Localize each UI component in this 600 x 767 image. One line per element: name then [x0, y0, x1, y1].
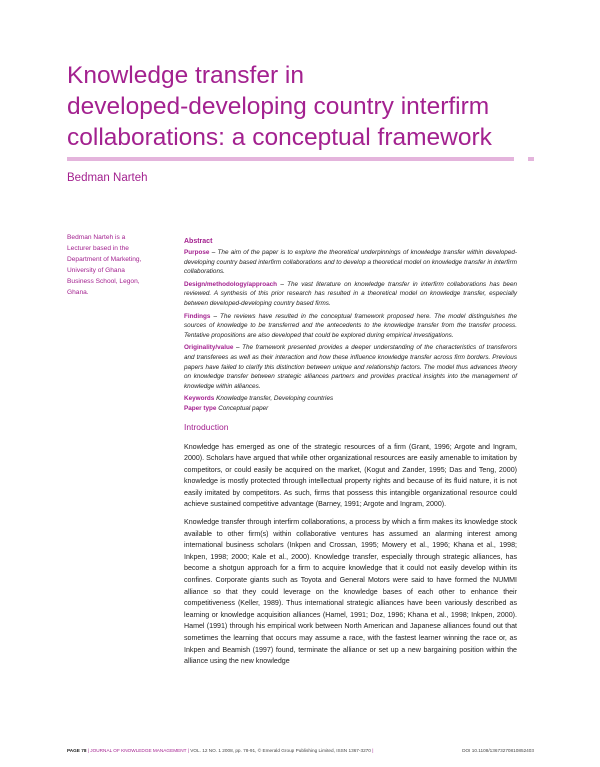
- author-bio: [67, 232, 167, 298]
- bio-line: Department of Marketing,: [67, 256, 142, 263]
- title-line: collaborations: a conceptual framework: [67, 124, 492, 151]
- page-number: PAGE 78: [67, 748, 87, 753]
- page-footer: [67, 748, 534, 753]
- abstract-purpose: [184, 248, 517, 277]
- journal-issue: VOL. 12 NO. 1 2008, pp. 78-91, © Emerald Group Publishing Limited, ISSN 1367-3270: [190, 748, 371, 753]
- title-rule-end: [528, 157, 534, 161]
- paper-type-text: Conceptual paper: [218, 404, 269, 412]
- keywords: [184, 394, 517, 404]
- abstract-originality: [184, 343, 517, 391]
- paper-type-label: Paper type: [184, 404, 217, 412]
- abstract-purpose-label: Purpose: [184, 249, 210, 256]
- abstract-findings: [184, 312, 517, 341]
- abstract-purpose-text: – The aim of the paper is to explore the theoretical underpinnings of knowledge transfer within developed-developing country based interfirm collaborations and to develop a theoretical model on knowledge transfer in interfirm collaborations.: [184, 249, 517, 276]
- title-line: Knowledge transfer in: [67, 62, 304, 89]
- bio-line: University of Ghana: [67, 267, 125, 274]
- abstract-findings-text: – The reviews have resulted in the conceptual framework proposed here. The model distinguishes the sources of knowledge to be transferred and the antecedents to the knowledge transfer from the transfer process. Tentative propositions are also developed that could be explored during empirical investigations.: [184, 312, 517, 339]
- abstract-findings-label: Findings: [184, 312, 211, 320]
- intro-paragraph: Knowledge has emerged as one of the strategic resources of a firm (Grant, 1996; Argote and Ingram, 2000). Scholars have argued that while other organizational resources are easily amenable to imitation by competitors, or could easily be acquired on the market, (Kogut and Zander, 1995; Das and Teng, 2000) knowledge is mostly protected through intellectual property rights and because of its fluid nature, it is not easily imitated by competitors. As such, firms that possess this intangible organizational resource could achieve sustained competitive advantage (Barney, 1991; Argote and Ingram, 2000).: [184, 442, 517, 509]
- title-rule: [67, 157, 514, 161]
- footer-separator: |: [187, 748, 189, 753]
- bio-line: Lecturer based in the: [67, 245, 129, 252]
- abstract-design-label: Design/methodology/approach: [184, 280, 278, 288]
- keywords-text: Knowledge transfer, Developing countries: [216, 395, 334, 403]
- footer-separator: |: [87, 748, 89, 753]
- abstract-originality-text: – The framework presented provides a deeper understanding of the characteristics of transferors and transferees as well as their interaction and how these influence knowledge transfer across firm borders. Previous papers have failed to clarify this distinction between unique and relationship factors. The model thus advances theory on knowledge transfer between strategic alliances partners and provides practical insights into the management of knowledge within alliances.: [184, 344, 517, 390]
- introduction-heading: Introduction: [184, 421, 229, 432]
- paper-type: [184, 404, 517, 414]
- keywords-label: Keywords: [184, 395, 215, 403]
- doi: DOI 10.1108/13673270810852403: [462, 748, 534, 753]
- bio-line: Bedman Narteh is a: [67, 234, 126, 241]
- abstract-design: [184, 280, 517, 309]
- journal-name: JOURNAL OF KNOWLEDGE MANAGEMENT: [90, 748, 187, 753]
- footer-separator: |: [372, 748, 374, 753]
- bio-line: Business School, Legon,: [67, 278, 140, 285]
- title-line: developed-developing country interfirm: [67, 93, 490, 120]
- abstract-originality-label: Originality/value: [184, 344, 234, 352]
- abstract-design-text: – The vast literature on knowledge transfer in interfirm collaborations has been reviewed. A synthesis of this prior research has resulted in a theoretical model on knowledge transfer, especially between developed-developing country based firms.: [184, 280, 517, 307]
- abstract-heading: Abstract: [184, 238, 213, 245]
- author-name: Bedman Narteh: [67, 172, 148, 184]
- intro-paragraph: Knowledge transfer through interfirm collaborations, a process by which a firm makes its knowledge stock available to other firm(s) within collaborative ventures has assumed an alarming interest among international business scholars (Inkpen and Crossan, 1995; Mowery et al., 1996; Khana et al., 1998; Inkpen, 1998; 2000; Kale et al., 2000). Knowledge transfer, especially through strategic alliances, has become a shotgun approach for a firm to acquire knowledge that it could not easily develop within its confines. Corporate giants such as Toyota and General Motors were said to have formed the NUMMI alliance so that they could leverage on the knowledge bases of each other to enhance their competitiveness (Keller, 1989). Thus international strategic alliances have been variously described as learning or knowledge acquisition alliances (Hamel, 1991; Doz, 1996; Khana et al., 1998; Inkpen, 2000). Hamel (1991) through his empirical work between North American and Japanese alliances found out that sometimes the learning that occurs may assume a race, with the fastest learner winning the race or, as Inkpen and Beamish (1997) found, terminate the alliance or set up a new bargaining position within the alliance using the new knowledge: [184, 518, 517, 666]
- paper-title: [67, 60, 547, 153]
- main-column: [184, 238, 517, 674]
- bio-line: Ghana.: [67, 289, 89, 296]
